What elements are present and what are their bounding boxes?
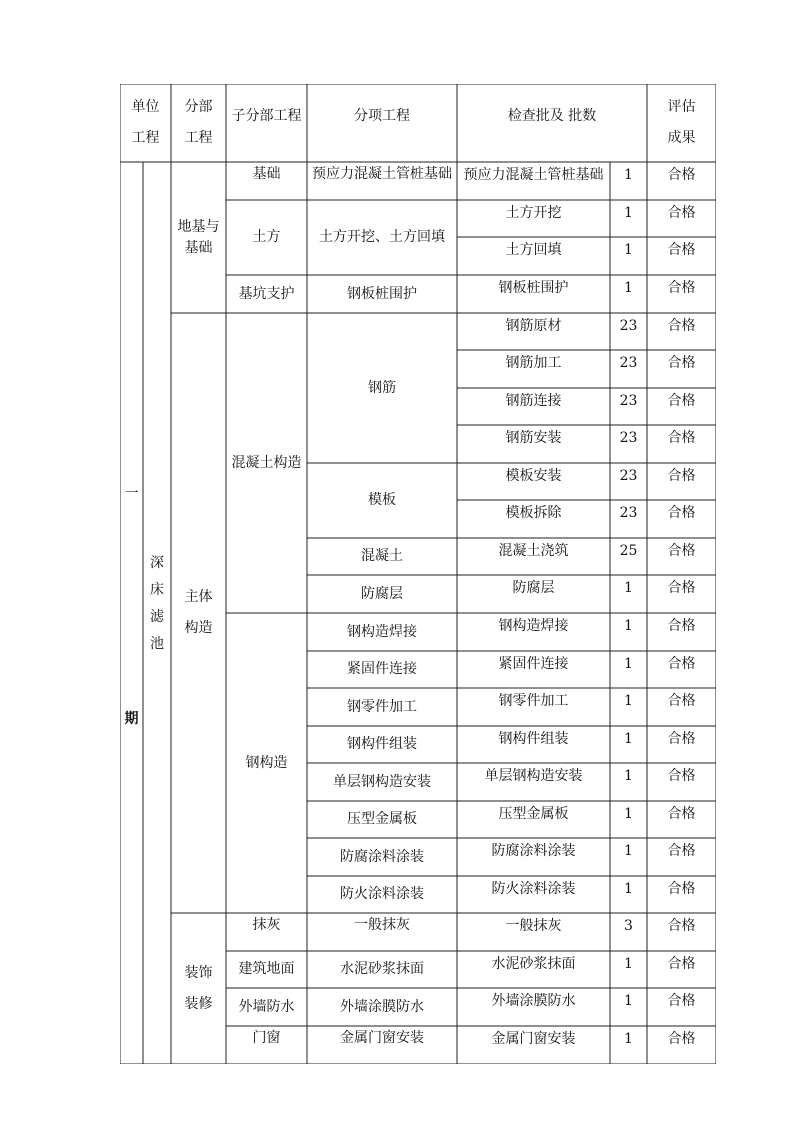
table-row-result: 合格 xyxy=(667,579,696,596)
item-2: 土方开挖、土方回填 xyxy=(319,229,445,245)
table-row-result: 合格 xyxy=(667,955,696,972)
division-foundation xyxy=(171,162,226,313)
item-6: 混凝土 xyxy=(361,548,403,564)
table-row-result: 合格 xyxy=(667,992,696,1009)
table-row-result: 合格 xyxy=(667,542,696,559)
header-division-line-1: 分部 xyxy=(184,99,213,115)
table-row-batch: 钢零件加工 xyxy=(498,692,569,709)
item-7: 防腐层 xyxy=(361,585,403,602)
subdivision-3: 基坑支护 xyxy=(238,285,295,302)
table-row-count: 23 xyxy=(619,429,638,446)
division-foundation-line-2: 基础 xyxy=(184,239,213,256)
header-eval-line-2: 成果 xyxy=(667,130,696,146)
header-division xyxy=(171,84,226,162)
subdivision-7: 建筑地面 xyxy=(238,961,295,977)
table-row-batch: 模板拆除 xyxy=(505,504,562,521)
header-division-line-2: 工程 xyxy=(184,130,213,146)
header-unit-line-1: 单位 xyxy=(131,99,160,115)
table-row-count: 1 xyxy=(624,842,633,859)
table-row-count: 1 xyxy=(624,767,633,784)
table-row-result: 合格 xyxy=(667,917,696,934)
table-row-result: 合格 xyxy=(667,279,696,296)
item-5: 模板 xyxy=(368,492,396,508)
division-main-structure-line-1: 主体 xyxy=(184,589,213,605)
table-row-batch: 钢筋加工 xyxy=(505,354,562,371)
item-10: 钢零件加工 xyxy=(347,698,417,715)
item-1: 预应力混凝土管桩基础 xyxy=(312,165,452,182)
item-14: 防腐涂料涂装 xyxy=(340,848,424,865)
subdivision-9: 门窗 xyxy=(252,1029,281,1046)
table-row-count: 25 xyxy=(619,542,638,559)
header-item: 分项工程 xyxy=(354,107,410,124)
table-row-result: 合格 xyxy=(667,617,696,634)
table-row-result: 合格 xyxy=(667,730,696,747)
subdivision-5: 钢构造 xyxy=(245,754,288,771)
subdivision-4: 混凝土构造 xyxy=(231,454,302,471)
table-row-batch: 土方开挖 xyxy=(505,204,562,221)
header-batch: 检查批及 批数 xyxy=(507,107,597,124)
table-row-result: 合格 xyxy=(667,241,696,258)
header-unit-line-2: 工程 xyxy=(131,130,160,146)
table-row-batch: 钢筋安装 xyxy=(505,429,562,446)
header-eval xyxy=(647,84,716,162)
item-18: 外墙涂膜防水 xyxy=(340,998,424,1015)
item-19: 金属门窗安装 xyxy=(340,1029,424,1046)
item-16: 一般抹灰 xyxy=(354,916,410,933)
subdivision-2: 土方 xyxy=(252,229,281,245)
quality-evaluation-table xyxy=(120,84,716,1064)
unit-name-char-2: 期 xyxy=(124,710,139,727)
item-17: 水泥砂浆抹面 xyxy=(340,961,424,977)
table-row-batch: 钢板桩围护 xyxy=(498,279,569,296)
table-row-count: 1 xyxy=(624,1030,633,1047)
table-row-result: 合格 xyxy=(667,767,696,784)
table-row-result: 合格 xyxy=(667,1030,696,1047)
table-row-batch: 钢筋原材 xyxy=(505,317,562,334)
table-row-batch: 钢构造焊接 xyxy=(498,617,569,634)
header-subdivision: 子分部工程 xyxy=(231,107,302,124)
item-11: 钢构件组装 xyxy=(347,736,417,752)
project-name xyxy=(143,524,171,684)
item-4: 钢筋 xyxy=(368,379,396,396)
division-decoration-line-1: 装饰 xyxy=(184,964,213,981)
table-row-count: 23 xyxy=(619,467,638,484)
item-13: 压型金属板 xyxy=(347,811,417,827)
table-row-result: 合格 xyxy=(667,354,696,371)
table-row-batch: 钢筋连接 xyxy=(505,392,562,409)
table-row-result: 合格 xyxy=(667,504,696,521)
table-row-batch: 土方回填 xyxy=(505,241,562,258)
division-decoration xyxy=(171,913,226,1064)
table-row-count: 1 xyxy=(624,204,633,221)
table-row-result: 合格 xyxy=(667,166,696,183)
table-row-batch: 压型金属板 xyxy=(498,805,569,822)
table-row-count: 1 xyxy=(624,166,633,183)
table-row-result: 合格 xyxy=(667,692,696,709)
item-9: 紧固件连接 xyxy=(347,661,417,677)
table-row-count: 1 xyxy=(624,880,633,897)
division-decoration-line-2: 装修 xyxy=(184,995,213,1012)
header-eval-line-1: 评估 xyxy=(667,99,696,115)
table-row-batch: 模板安装 xyxy=(505,467,562,484)
project-name-line-1: 深 xyxy=(150,555,164,571)
table-row-count: 1 xyxy=(624,692,633,709)
table-row-batch: 防腐涂料涂装 xyxy=(491,842,576,859)
table-row-result: 合格 xyxy=(667,805,696,822)
subdivision-6: 抹灰 xyxy=(252,916,281,933)
table-row-batch: 单层钢构造安装 xyxy=(484,767,583,784)
table-row-batch: 防腐层 xyxy=(512,579,555,596)
table-row-result: 合格 xyxy=(667,842,696,859)
table-row-result: 合格 xyxy=(667,429,696,446)
table-row-count: 1 xyxy=(624,992,633,1009)
table-row-count: 1 xyxy=(624,579,633,596)
unit-name-char-1: 一 xyxy=(124,485,139,502)
table-row-batch: 紧固件连接 xyxy=(498,655,569,672)
project-name-line-3: 滤 xyxy=(150,609,164,625)
table-row-count: 1 xyxy=(624,805,633,822)
item-15: 防火涂料涂装 xyxy=(340,886,424,902)
table-row-batch: 金属门窗安装 xyxy=(491,1030,576,1047)
table-row-count: 23 xyxy=(619,504,638,521)
table-row-count: 23 xyxy=(619,354,638,371)
table-row-batch: 混凝土浇筑 xyxy=(498,542,569,559)
table-row-result: 合格 xyxy=(667,467,696,484)
subdivision-1: 基础 xyxy=(252,165,281,182)
project-name-line-2: 床 xyxy=(150,582,164,598)
table-row-batch: 预应力混凝土管桩基础 xyxy=(463,166,604,183)
table-row-count: 1 xyxy=(624,955,633,972)
division-main-structure-line-2: 构造 xyxy=(184,620,213,636)
table-row-result: 合格 xyxy=(667,655,696,672)
subdivision-8: 外墙防水 xyxy=(238,998,295,1015)
item-12: 单层钢构造安装 xyxy=(333,773,431,790)
table-row-result: 合格 xyxy=(667,204,696,221)
table-row-count: 3 xyxy=(624,917,633,934)
table-row-result: 合格 xyxy=(667,880,696,897)
table-row-count: 1 xyxy=(624,655,633,672)
table-row-batch: 一般抹灰 xyxy=(505,917,562,934)
table-row-count: 1 xyxy=(624,241,633,258)
header-unit xyxy=(120,84,171,162)
division-foundation-line-1: 地基与 xyxy=(177,218,220,235)
table-row-batch: 防火涂料涂装 xyxy=(491,880,576,897)
table-row-count: 1 xyxy=(624,617,633,634)
table-row-count: 1 xyxy=(624,279,633,296)
table-row-count: 1 xyxy=(624,730,633,747)
table-row-batch: 水泥砂浆抹面 xyxy=(491,955,576,972)
division-main-structure xyxy=(171,313,226,913)
project-name-line-4: 池 xyxy=(150,636,164,652)
table-row-batch: 钢构件组装 xyxy=(498,730,569,747)
table-row-result: 合格 xyxy=(667,392,696,409)
table-row-count: 23 xyxy=(619,317,638,334)
item-3: 钢板桩围护 xyxy=(347,285,417,302)
table-row-result: 合格 xyxy=(667,317,696,334)
item-8: 钢构造焊接 xyxy=(347,623,417,640)
table-row-batch: 外墙涂膜防水 xyxy=(491,992,576,1009)
table-row-count: 23 xyxy=(619,392,638,409)
